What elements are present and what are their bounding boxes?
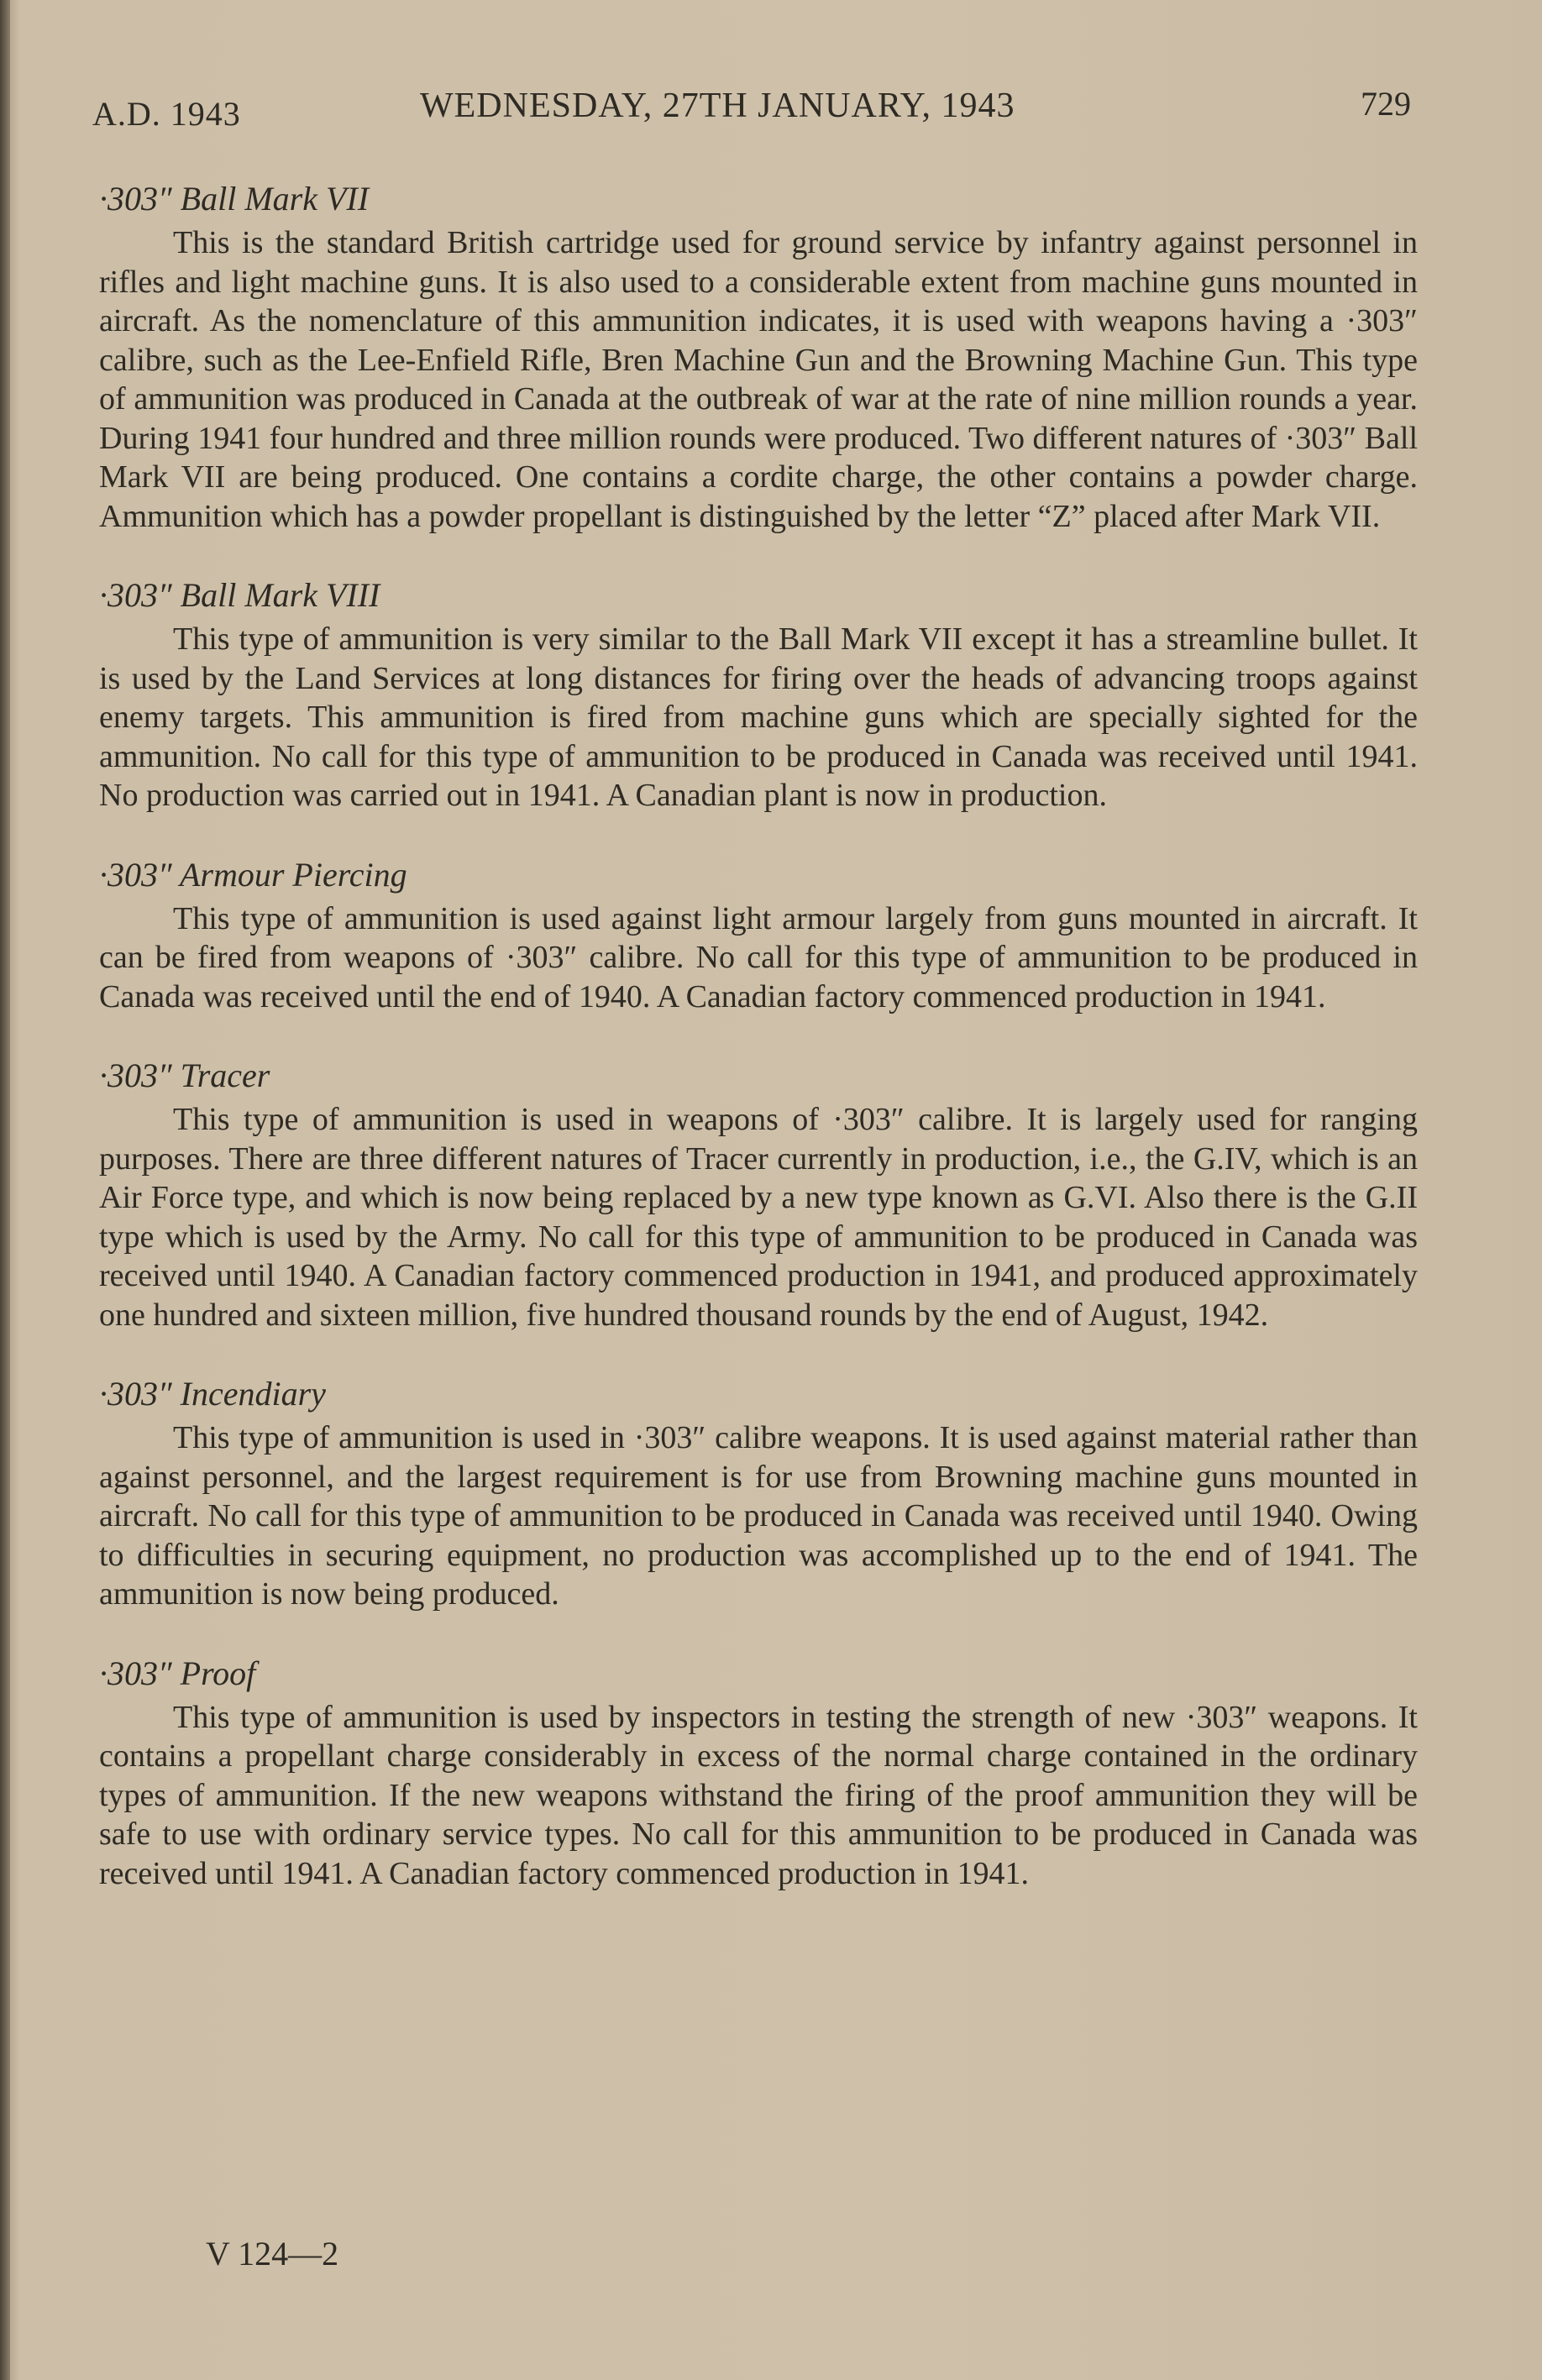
section-heading: ·303″ Armour Piercing <box>99 855 407 894</box>
section-proof <box>99 1651 1418 1894</box>
section-armour-piercing <box>99 852 1418 1017</box>
section-ball-mark-vii <box>99 176 1418 536</box>
section-heading: ·303″ Ball Mark VII <box>99 180 370 218</box>
section-body: This type of ammunition is used against light armour largely from guns mounted in aircraft. It can be fired from weapons of ·303″ calibre. No call for this type of ammunition to be produced in Canada was received until the end of 1940. A Canadian factory commenced production in 1941. <box>99 900 1418 1014</box>
section-body: This is the standard British cartridge used for ground service by infantry against personnel in rifles and light machine guns. It is also used to a considerable extent from machine guns mounted in aircraft. As the nomenclature of this ammunition indicates, it is used with weapons having a ·303″ calibre, such as the Lee-Enfield Rifle, Bren Machine Gun and the Browning Machine Gun. This type of ammunition was produced in Canada at the outbreak of war at the rate of nine million rounds a year. During 1941 four hundred and three million rounds were produced. Two different natures of ·303″ Ball Mark VII are being produced. One contains a cordite charge, the other contains a powder charge. Ammunition which has a powder propellant is distinguished by the letter “Z” placed after Mark VII. <box>99 225 1418 534</box>
book-spine-shadow <box>0 0 10 2380</box>
section-body: This type of ammunition is used in weapons of ·303″ calibre. It is largely used for ranging purposes. There are three different natures of Tracer currently in production, i.e., the G.IV, which is an Air Force type, and which is now being replaced by a new type known as G.VI. Also there is the G.II type which is used by the Army. No call for this type of ammunition to be produced in Canada was received until 1940. A Canadian factory commenced production in 1941, and produced approximately one hundred and sixteen million, five hundred thousand rounds by the end of August, 1942. <box>99 1102 1418 1333</box>
section-tracer <box>99 1053 1418 1334</box>
section-body: This type of ammunition is used by inspectors in testing the strength of new ·303″ weapons. It contains a propellant charge considerably in excess of the normal charge contained in the ordinary types of ammunition. If the new weapons withstand the firing of the proof ammunition they will be safe to use with ordinary service types. No call for this ammunition to be produced in Canada was received until 1941. A Canadian factory commenced production in 1941. <box>99 1699 1418 1891</box>
header-date: WEDNESDAY, 27TH JANUARY, 1943 <box>420 86 1015 125</box>
section-body: This type of ammunition is used in ·303″ calibre weapons. It is used against material rather than against personnel, and the largest requirement is for use from Browning machine guns mounted in aircraft. No call for this type of ammunition to be produced in Canada was received until 1940. Owing to difficulties in securing equipment, no production was accomplished up to the end of 1941. The ammunition is now being produced. <box>99 1420 1418 1612</box>
section-heading: ·303″ Proof <box>99 1654 256 1692</box>
section-heading: ·303″ Incendiary <box>99 1375 326 1413</box>
header-year: A.D. 1943 <box>92 95 241 133</box>
page-header <box>92 84 1411 134</box>
section-heading: ·303″ Ball Mark VIII <box>99 576 380 614</box>
section-ball-mark-viii <box>99 573 1418 815</box>
section-heading: ·303″ Tracer <box>99 1056 270 1094</box>
signature-mark: V 124—2 <box>206 2235 339 2273</box>
page-content <box>99 176 1418 1930</box>
section-incendiary <box>99 1371 1418 1614</box>
page-number: 729 <box>1361 85 1411 123</box>
section-body: This type of ammunition is very similar to the Ball Mark VII except it has a streamline bullet. It is used by the Land Services at long distances for firing over the heads of advancing troops against enemy targets. This ammunition is fired from machine guns which are specially sighted for the ammunition. No call for this type of ammunition to be produced in Canada was received until 1941. No production was carried out in 1941. A Canadian plant is now in production. <box>99 621 1418 813</box>
